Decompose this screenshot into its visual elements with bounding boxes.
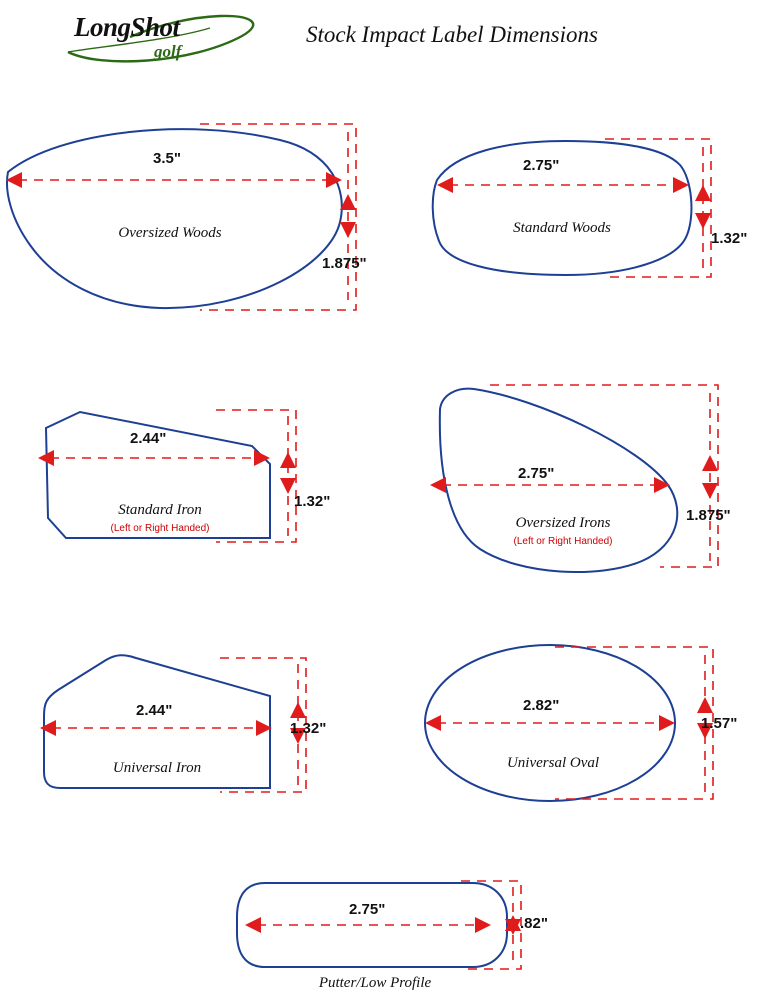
putter-label: Putter/Low Profile xyxy=(318,975,432,991)
universal-oval-width-arrow xyxy=(425,715,675,731)
logo-subtext: golf xyxy=(154,42,182,61)
universal-iron-width-label: 2.44" xyxy=(136,702,173,719)
standard-woods-bounds xyxy=(605,139,711,277)
oversized-woods-width-label: 3.5" xyxy=(153,150,181,167)
shape-block-oversized-woods xyxy=(0,110,400,330)
putter-width-arrow xyxy=(245,917,491,933)
oversized-irons-height-label: 1.875" xyxy=(686,507,731,524)
shape-block-oversized-irons xyxy=(410,375,757,595)
standard-woods-height-label: 1.32" xyxy=(711,230,748,247)
standard-iron-width-arrow xyxy=(38,450,270,466)
oversized-irons-width-label: 2.75" xyxy=(518,465,555,482)
standard-iron-sublabel: (Left or Right Handed) xyxy=(110,523,210,534)
universal-iron-height-label: 1.32" xyxy=(290,720,327,737)
putter-width-label: 2.75" xyxy=(349,901,386,918)
standard-iron-label: Standard Iron xyxy=(118,502,202,518)
standard-woods-height-arrow xyxy=(695,147,711,269)
standard-woods-label: Standard Woods xyxy=(513,220,611,236)
shape-block-standard-iron xyxy=(20,390,360,570)
oversized-woods-height-arrow xyxy=(340,132,356,300)
oversized-irons-sublabel: (Left or Right Handed) xyxy=(513,536,613,547)
universal-iron-width-arrow xyxy=(40,720,272,736)
standard-woods-outline xyxy=(433,141,692,275)
oversized-irons-label: Oversized Irons xyxy=(515,515,611,531)
putter-height-label: .82" xyxy=(520,915,548,932)
oversized-woods-label: Oversized Woods xyxy=(118,225,222,241)
page-title: Stock Impact Label Dimensions xyxy=(306,22,598,47)
standard-iron-width-label: 2.44" xyxy=(130,430,167,447)
oversized-woods-height-label: 1.875" xyxy=(322,255,367,272)
oversized-woods-width-arrow xyxy=(6,172,342,188)
shape-block-universal-iron xyxy=(20,640,360,810)
standard-woods-width-label: 2.75" xyxy=(523,157,560,174)
universal-oval-label: Universal Oval xyxy=(506,755,600,771)
universal-iron-label: Universal Iron xyxy=(112,760,202,776)
standard-iron-height-arrow xyxy=(280,416,296,536)
shape-block-universal-oval xyxy=(405,635,757,815)
longshot-golf-logo xyxy=(60,6,290,74)
shape-block-standard-woods xyxy=(415,125,757,315)
logo-wordmark: LongShot xyxy=(74,12,180,42)
oversized-irons-height-arrow xyxy=(702,393,718,561)
standard-woods-width-arrow xyxy=(437,177,689,193)
universal-oval-height-label: 1.57" xyxy=(701,715,738,732)
universal-oval-width-label: 2.82" xyxy=(523,697,560,714)
standard-iron-height-label: 1.32" xyxy=(294,493,331,510)
shape-block-putter-low-profile xyxy=(225,875,565,995)
